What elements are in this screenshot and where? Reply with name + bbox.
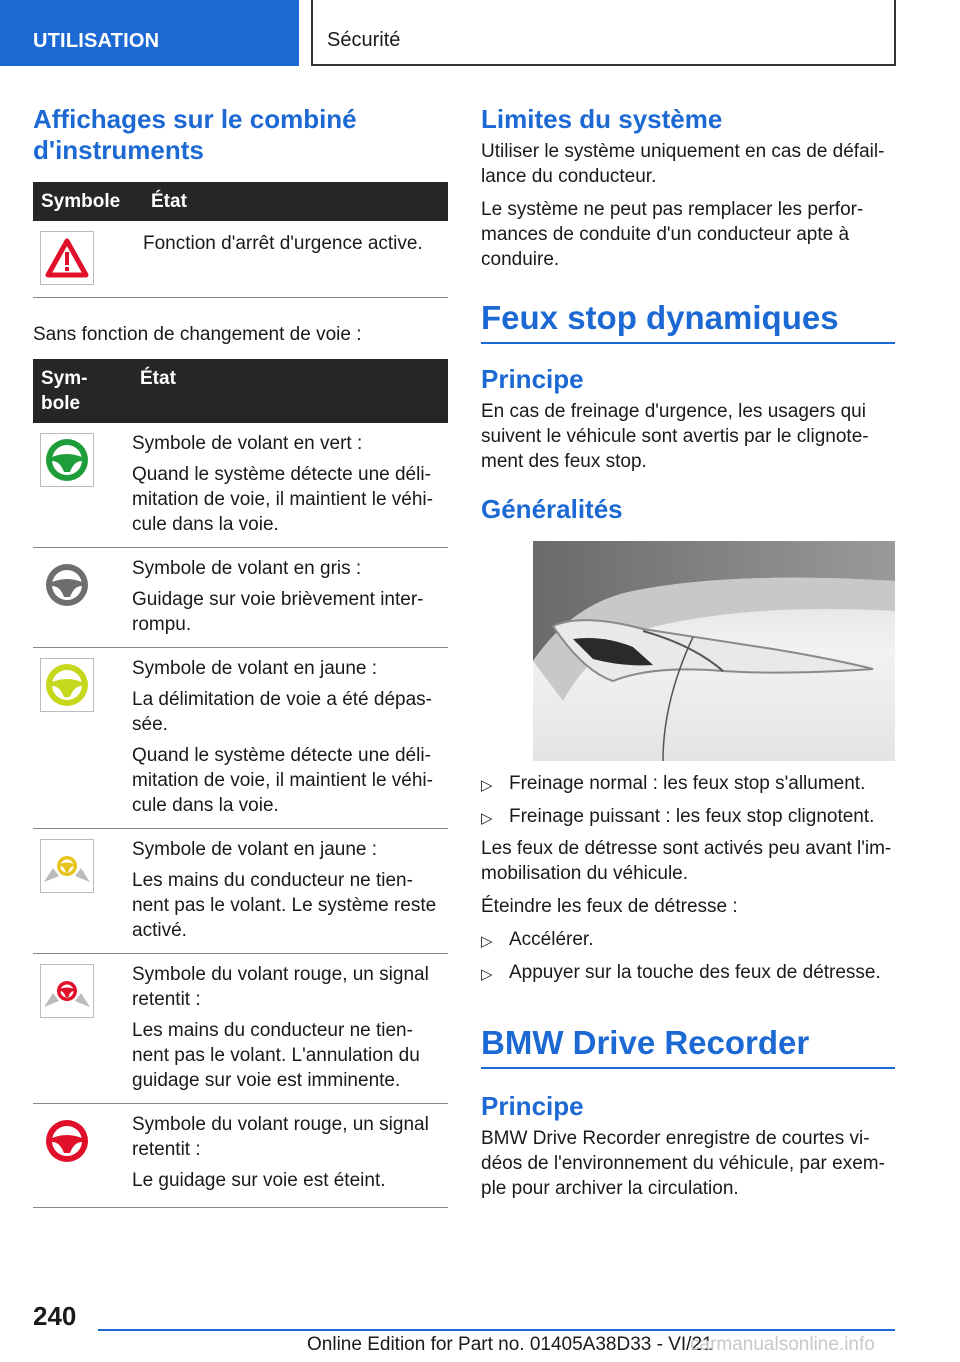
- steering-wheel-red-icon: [40, 1114, 94, 1168]
- table-row: [33, 828, 448, 953]
- limits-paragraph-2: Le système ne peut pas remplacer les perfor-mances de conduite d'un conducteur apte à conduire.: [481, 199, 864, 270]
- steering-symbol-table: [33, 359, 448, 1208]
- table-row: [33, 953, 448, 1103]
- triangle-bullet-icon: ▷: [481, 810, 493, 827]
- row-text: Fonction d'arrêt d'urgence active.: [143, 233, 423, 254]
- section-label: UTILISATION: [33, 30, 160, 52]
- list-item-text: Appuyer sur la touche des feux de détresse.: [509, 962, 881, 983]
- col-symbol-header: [33, 359, 132, 423]
- table-row: [33, 221, 448, 297]
- list-item: [481, 804, 895, 829]
- row-text: Quand le système détecte une déli-mitation de voie, il maintient le véhi-cule dans la voie.: [132, 744, 433, 816]
- tail-light-photo: [533, 541, 895, 761]
- triangle-bullet-icon: ▷: [481, 777, 493, 794]
- triangle-bullet-icon: ▷: [481, 933, 493, 950]
- list-item: [481, 960, 895, 985]
- emergency-symbol-table: [33, 182, 448, 298]
- row-text: Les mains du conducteur ne tien-nent pas le volant. L'annulation du guidage sur voie est imminente.: [132, 1019, 420, 1091]
- col-state-header: État: [132, 359, 448, 423]
- col-state-header: État: [143, 182, 448, 221]
- section-tab: [0, 0, 299, 66]
- row-text: Symbole de volant en gris :: [132, 557, 362, 579]
- principle-heading: Principe: [481, 364, 584, 394]
- drive-recorder-title: BMW Drive Recorder: [481, 1023, 895, 1069]
- steering-wheel-hands-yellow-icon: [40, 839, 94, 893]
- steering-wheel-hands-red-icon: [40, 964, 94, 1018]
- watermark: carmanualsonline.info: [690, 1334, 875, 1355]
- list-item: [481, 927, 895, 952]
- chapter-tab: [311, 0, 896, 66]
- brake-behaviour-list: [481, 771, 895, 829]
- principle-paragraph: En cas de freinage d'urgence, les usagers qui suivent le véhicule sont avertis par le clignote-ment des feux stop.: [481, 401, 869, 472]
- page-number: 240: [33, 1301, 77, 1331]
- list-item-text: Freinage normal : les feux stop s'allument.: [509, 773, 866, 794]
- row-text: Les mains du conducteur ne tien-nent pas le volant. Le système reste activé.: [132, 869, 437, 941]
- footer-divider: [98, 1329, 895, 1331]
- col-symbol-header: Symbole: [33, 182, 143, 221]
- recorder-paragraph: BMW Drive Recorder enregistre de courtes vi-déos de l'environnement du véhicule, par exem-ple pour archiver la circulation.: [481, 1128, 885, 1199]
- row-text: Guidage sur voie brièvement inter-rompu.: [132, 588, 424, 635]
- col-symbol-line2: bole: [41, 392, 81, 414]
- row-text: Symbole de volant en vert :: [132, 432, 363, 454]
- table-row: [33, 1103, 448, 1207]
- row-text: Symbole du volant rouge, un signal retentit :: [132, 1113, 429, 1160]
- table-row: [33, 647, 448, 828]
- chapter-label: Sécurité: [327, 29, 401, 51]
- hazard-off-paragraph: Éteindre les feux de détresse :: [481, 896, 738, 917]
- table-row: [33, 547, 448, 647]
- table-row: [33, 423, 448, 548]
- system-limits-heading: Limites du système: [481, 104, 723, 134]
- row-text: Le guidage sur voie est éteint.: [132, 1169, 386, 1191]
- row-text: Symbole du volant rouge, un signal retentit :: [132, 963, 429, 1010]
- row-text: La délimitation de voie a été dépas-sée.: [132, 688, 432, 735]
- no-lane-change-intro: Sans fonction de changement de voie :: [33, 323, 362, 345]
- hazard-off-list: [481, 927, 895, 985]
- warning-triangle-icon: [40, 231, 94, 285]
- list-item: [481, 771, 895, 796]
- general-heading: Généralités: [481, 494, 623, 524]
- steering-wheel-green-icon: [40, 433, 94, 487]
- left-column: [33, 104, 448, 1208]
- triangle-bullet-icon: ▷: [481, 966, 493, 983]
- row-text: Symbole de volant en jaune :: [132, 657, 378, 679]
- edition-text: Online Edition for Part no. 01405A38D33 - VI/21: [307, 1334, 713, 1355]
- steering-wheel-yellow-icon: [40, 658, 94, 712]
- list-item-text: Accélérer.: [509, 929, 594, 950]
- row-text: Quand le système détecte une déli-mitation de voie, il maintient le véhi-cule dans la voie.: [132, 463, 433, 535]
- steering-wheel-grey-icon: [40, 558, 94, 612]
- limits-paragraph-1: Utiliser le système uniquement en cas de défail-lance du conducteur.: [481, 141, 885, 187]
- cluster-displays-heading: Affichages sur le combiné d'instruments: [33, 104, 357, 165]
- hazard-paragraph: Les feux de détresse sont activés peu avant l'im-mobilisation du véhicule.: [481, 838, 892, 884]
- list-item-text: Freinage puissant : les feux stop clignotent.: [509, 806, 875, 827]
- dynamic-brake-lights-title: Feux stop dynamiques: [481, 298, 895, 344]
- recorder-principle-heading: Principe: [481, 1091, 584, 1121]
- right-column: [481, 104, 895, 1201]
- row-text: Symbole de volant en jaune :: [132, 838, 378, 860]
- col-symbol-line1: Sym-: [41, 367, 88, 389]
